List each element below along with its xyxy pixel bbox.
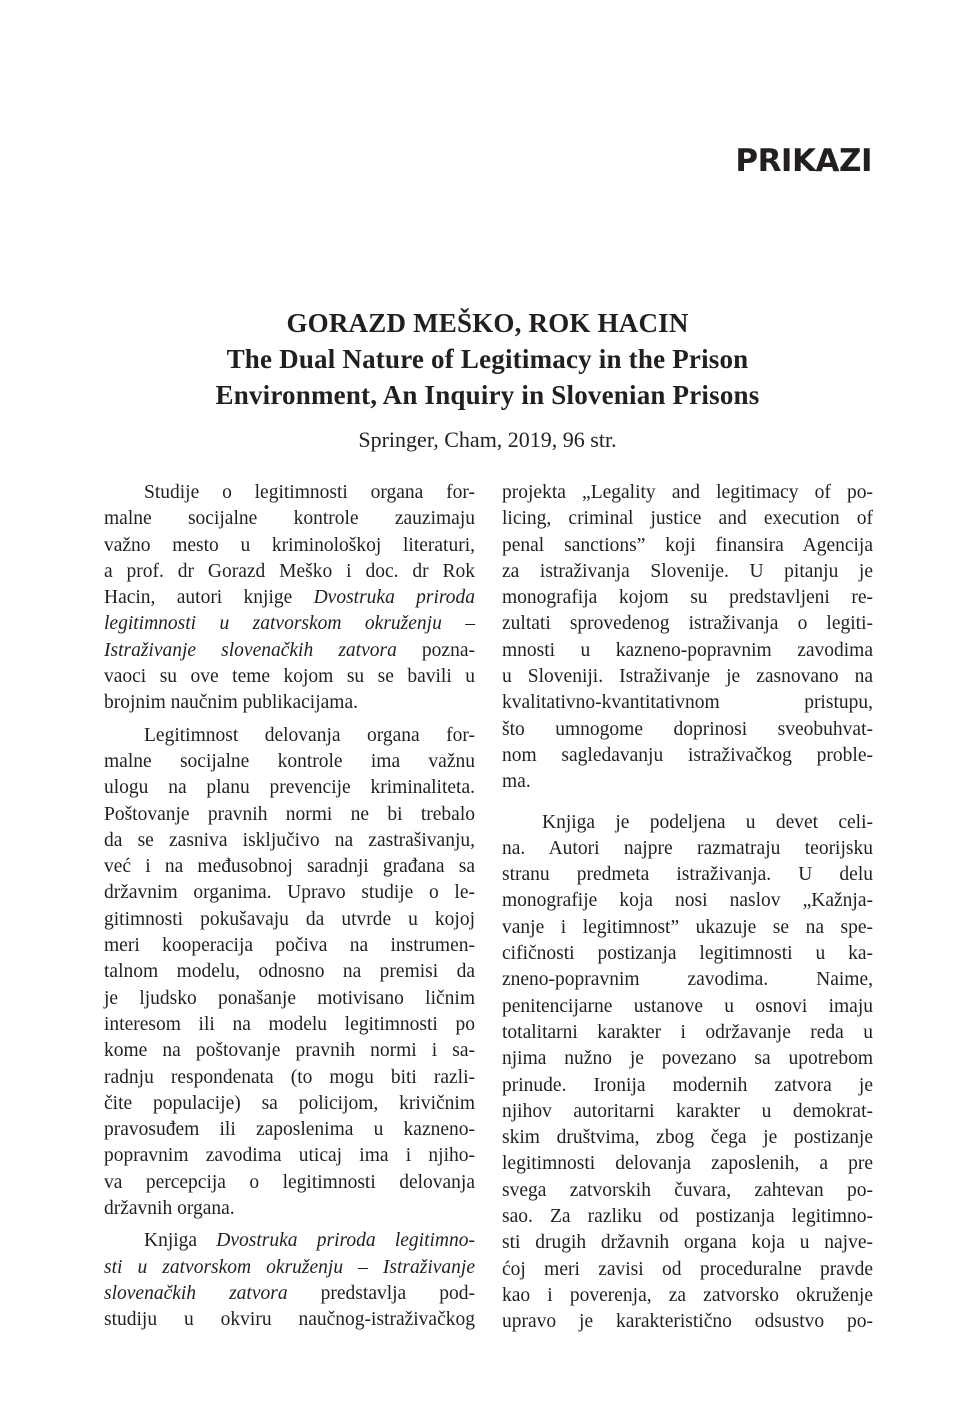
text-line: što umnogome doprinosi sveobuhvat- (502, 718, 873, 740)
text-line: zneno-popravnim zavodima. Naime, (502, 969, 873, 991)
book-title-line-1: The Dual Nature of Legitimacy in the Prison (226, 344, 749, 374)
text-line: nom sagledavanju istraživačkog proble- (502, 744, 873, 766)
text-line: stranu predmeta istraživanja. U delu (502, 864, 873, 886)
text-line: vaoci su ove teme kojom su se bavili u (104, 666, 475, 688)
text-line: već i na međusobnoj saradnji građana sa (104, 856, 475, 878)
left-column (104, 480, 475, 1334)
section-label: PRIKAZI (735, 143, 872, 179)
paragraph (104, 723, 475, 1223)
text-line: a prof. dr Gorazd Meško i doc. dr Rok (104, 560, 475, 582)
review-header (0, 305, 975, 455)
text-line: da se zasniva isključivo na zastrašivanju, (104, 829, 475, 851)
book-authors: GORAZD MEŠKO, ROK HACIN (286, 308, 689, 338)
text-line: je ljudsko ponašanje motivisano ličnim (104, 987, 475, 1009)
text-line: pravosuđem ili zaposlenima u kazneno- (104, 1119, 475, 1141)
text-line: mnosti u kazneno-popravnim zavodima (502, 639, 873, 661)
text-line: legitimnosti u zatvorskom okruženju – (104, 613, 475, 635)
text-line: popravnim zavodima uticaj ima i njiho- (104, 1145, 475, 1167)
text-line: licing, criminal justice and execution of (502, 508, 873, 530)
paragraph (502, 480, 873, 796)
text-line: za istraživanja Slovenije. U pitanju je (502, 560, 873, 582)
text-line: talnom modelu, odnosno na premisi da (104, 961, 475, 983)
text-line: cifičnosti postizanja legitimnosti u ka- (502, 943, 873, 965)
text-line: interesom ili na modelu legitimnosti po (104, 1013, 475, 1035)
text-line: monografije koja nosi naslov „Kažnja- (502, 890, 873, 912)
text-line: prinude. Ironija modernih zatvora je (502, 1074, 873, 1096)
text-line: legitimnosti delovanja zaposlenih, a pre (502, 1153, 873, 1175)
text-line: važno mesto u kriminološkoj literaturi, (104, 534, 475, 556)
text-line: Studije o legitimnosti organa for- (144, 482, 475, 503)
text-line: brojnim naučnim publikacijama. (104, 692, 358, 714)
text-line: Legitimnost delovanja organa for- (144, 724, 475, 746)
text-line: monografija kojom su predstavljeni re- (502, 587, 873, 609)
text-line: državnim organima. Upravo studije o le- (104, 882, 475, 904)
text-line: sti u zatvorskom okruženju – Istraživanje (104, 1256, 475, 1278)
text-line: sao. Za razliku od postizanja legitimno- (502, 1206, 873, 1228)
text-line: slovenačkih zatvora predstavlja pod- (104, 1282, 476, 1304)
text-line: Hacin, autori knjige Dvostruka priroda (104, 587, 475, 609)
text-line: penal sanctions” koji finansira Agencija (502, 534, 873, 556)
text-line: na. Autori najpre razmatraju teorijsku (502, 837, 873, 859)
text-line: kome na poštovanje pravnih normi i sa- (104, 1040, 475, 1062)
right-column (502, 480, 873, 1336)
text-line: Knjiga je podeljena u devet celi- (542, 811, 873, 833)
text-line: meri kooperacija počiva na instrumen- (104, 935, 475, 957)
text-line: radnju respondenata (to mogu biti razli- (104, 1066, 475, 1088)
text-line: državnih organa. (104, 1198, 235, 1220)
text-line: čite populacije) sa policijom, krivičnim (104, 1092, 475, 1114)
text-line: vanje i legitimnost” ukazuje se na spe- (502, 916, 873, 938)
text-line: studiju u okviru naučnog-istraživačkog (104, 1309, 475, 1331)
text-line: Poštovanje pravnih normi ne bi trebalo (104, 803, 475, 825)
text-line: ćoj meri zavisi od proceduralne pravde (502, 1258, 873, 1280)
text-line: kao i poverenja, za zatvorsko okruženje (502, 1284, 873, 1306)
book-title-line-2: Environment, An Inquiry in Slovenian Prisons (215, 380, 760, 410)
text-line: gitimnosti pokušavaju da utvrde u kojoj (104, 908, 475, 930)
text-line: malne socijalne kontrole ima važnu (104, 750, 475, 772)
text-line: penitencijarne ustanove u osnovi imaju (502, 995, 873, 1017)
text-line: njihov autoritarni karakter u demokrat- (502, 1100, 873, 1122)
text-line: Knjiga Dvostruka priroda legitimno- (144, 1230, 475, 1252)
paragraph (502, 810, 873, 1336)
text-line: ma. (502, 771, 531, 793)
text-line: skim društvima, zbog čega je postizanje (502, 1127, 873, 1149)
text-line: u Sloveniji. Istraživanje je zasnovano na (502, 666, 873, 688)
paragraph (104, 480, 475, 717)
text-line: ulogu na planu prevencije kriminaliteta. (104, 777, 475, 799)
text-line: Istraživanje slovenačkih zatvora pozna- (104, 639, 475, 661)
text-line: malne socijalne kontrole zauzimaju (104, 508, 475, 530)
paragraph (104, 1228, 475, 1333)
text-line: kvalitativno-kvantitativnom pristupu, (502, 692, 873, 714)
text-line: totalitarni karakter i održavanje reda u (502, 1021, 873, 1043)
text-line: svega zatvorskih čuvara, zahtevan po- (502, 1179, 873, 1201)
text-line: upravo je karakteristično odsustvo po- (502, 1311, 873, 1333)
text-line: zultati sprovedenog istraživanja o legiti- (502, 613, 873, 635)
book-publisher-info: Springer, Cham, 2019, 96 str. (358, 427, 617, 452)
text-line: projekta „Legality and legitimacy of po- (502, 482, 873, 503)
text-line: njima nužno je povezano sa upotrebom (502, 1048, 873, 1070)
text-line: sti drugih državnih organa koja u najve- (502, 1232, 873, 1254)
text-line: va percepcija o legitimnosti delovanja (104, 1171, 475, 1193)
